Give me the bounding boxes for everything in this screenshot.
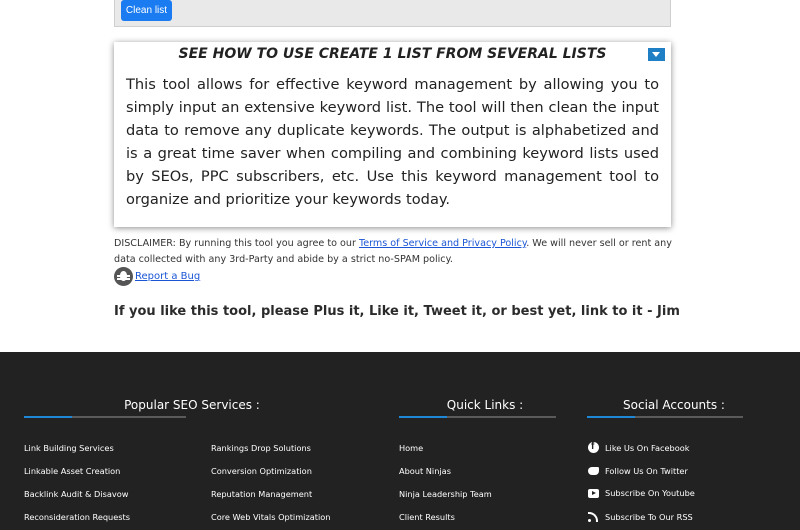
rss-link[interactable] [588,511,693,522]
rule-accent [24,416,72,418]
quick-links-heading: Quick Links : [446,398,524,412]
rss-icon [588,511,599,522]
disclaimer-suffix: . We will never sell or rent any data collected with any 3rd-Party and abide by a strict no-SPAM policy. [114,238,672,265]
how-to-panel [114,42,671,227]
footer-link[interactable]: Reputation Management [211,489,313,499]
quick-links-rule [399,416,556,418]
tool-panel [114,0,671,27]
twitter-label: Follow Us On Twitter [605,465,688,476]
disclaimer [114,236,674,268]
youtube-icon [588,489,599,498]
footer-link[interactable]: Ninja Leadership Team [399,489,492,499]
report-bug-link[interactable]: Report a Bug [135,271,201,282]
terms-link[interactable]: Terms of Service and Privacy Policy [358,238,527,249]
youtube-label: Subscribe On Youtube [605,488,695,498]
facebook-icon [588,442,599,453]
youtube-link[interactable] [588,488,695,498]
footer-link[interactable]: Core Web Vitals Optimization [211,512,331,522]
disclaimer-prefix: DISCLAIMER: By running this tool you agree to our [114,238,359,249]
facebook-label: Like Us On Facebook [605,442,690,453]
rule-accent [399,416,447,418]
facebook-link[interactable] [588,442,690,453]
social-accounts-rule [587,416,743,418]
footer-link[interactable]: Conversion Optimization [211,466,312,476]
footer-link[interactable]: Backlink Audit & Disavow [24,489,129,499]
twitter-link[interactable] [588,465,688,476]
footer-link[interactable]: About Ninjas [399,466,451,476]
collapse-toggle-icon[interactable] [648,48,665,61]
footer-link[interactable]: Client Results [399,512,455,522]
clean-list-button[interactable]: Clean list [121,0,172,21]
rule-accent [587,416,635,418]
rss-label: Subscribe To Our RSS [605,511,693,522]
share-request: If you like this tool, please Plus it, Like it, Tweet it, or best yet, link to it - Jim [114,304,680,319]
how-to-description: This tool allows for effective keyword management by allowing you to simply input an extensive keyword list. The tool will then clean the input data to remove any duplicate keywords. The output is alphabetized and is a great time saver when compiling and combining keyword lists used by SEOs, PPC subscribers, etc. Use this keyword management tool to organize and prioritize your keywords today. [126,76,659,208]
popular-services-rule [24,416,186,418]
footer-link[interactable]: Link Building Services [24,443,114,453]
site-footer [0,352,800,530]
footer-link[interactable]: Linkable Asset Creation [24,466,121,476]
footer-link[interactable]: Home [399,443,424,453]
how-to-title[interactable]: SEE HOW TO USE CREATE 1 LIST FROM SEVERAL LISTS [178,46,607,62]
popular-services-heading: Popular SEO Services : [124,398,260,412]
report-bug [114,267,200,286]
social-accounts-heading: Social Accounts : [623,398,725,412]
footer-link[interactable]: Rankings Drop Solutions [211,443,311,453]
footer-link[interactable]: Reconsideration Requests [24,512,131,522]
twitter-icon [588,465,599,476]
bug-icon [114,267,133,286]
